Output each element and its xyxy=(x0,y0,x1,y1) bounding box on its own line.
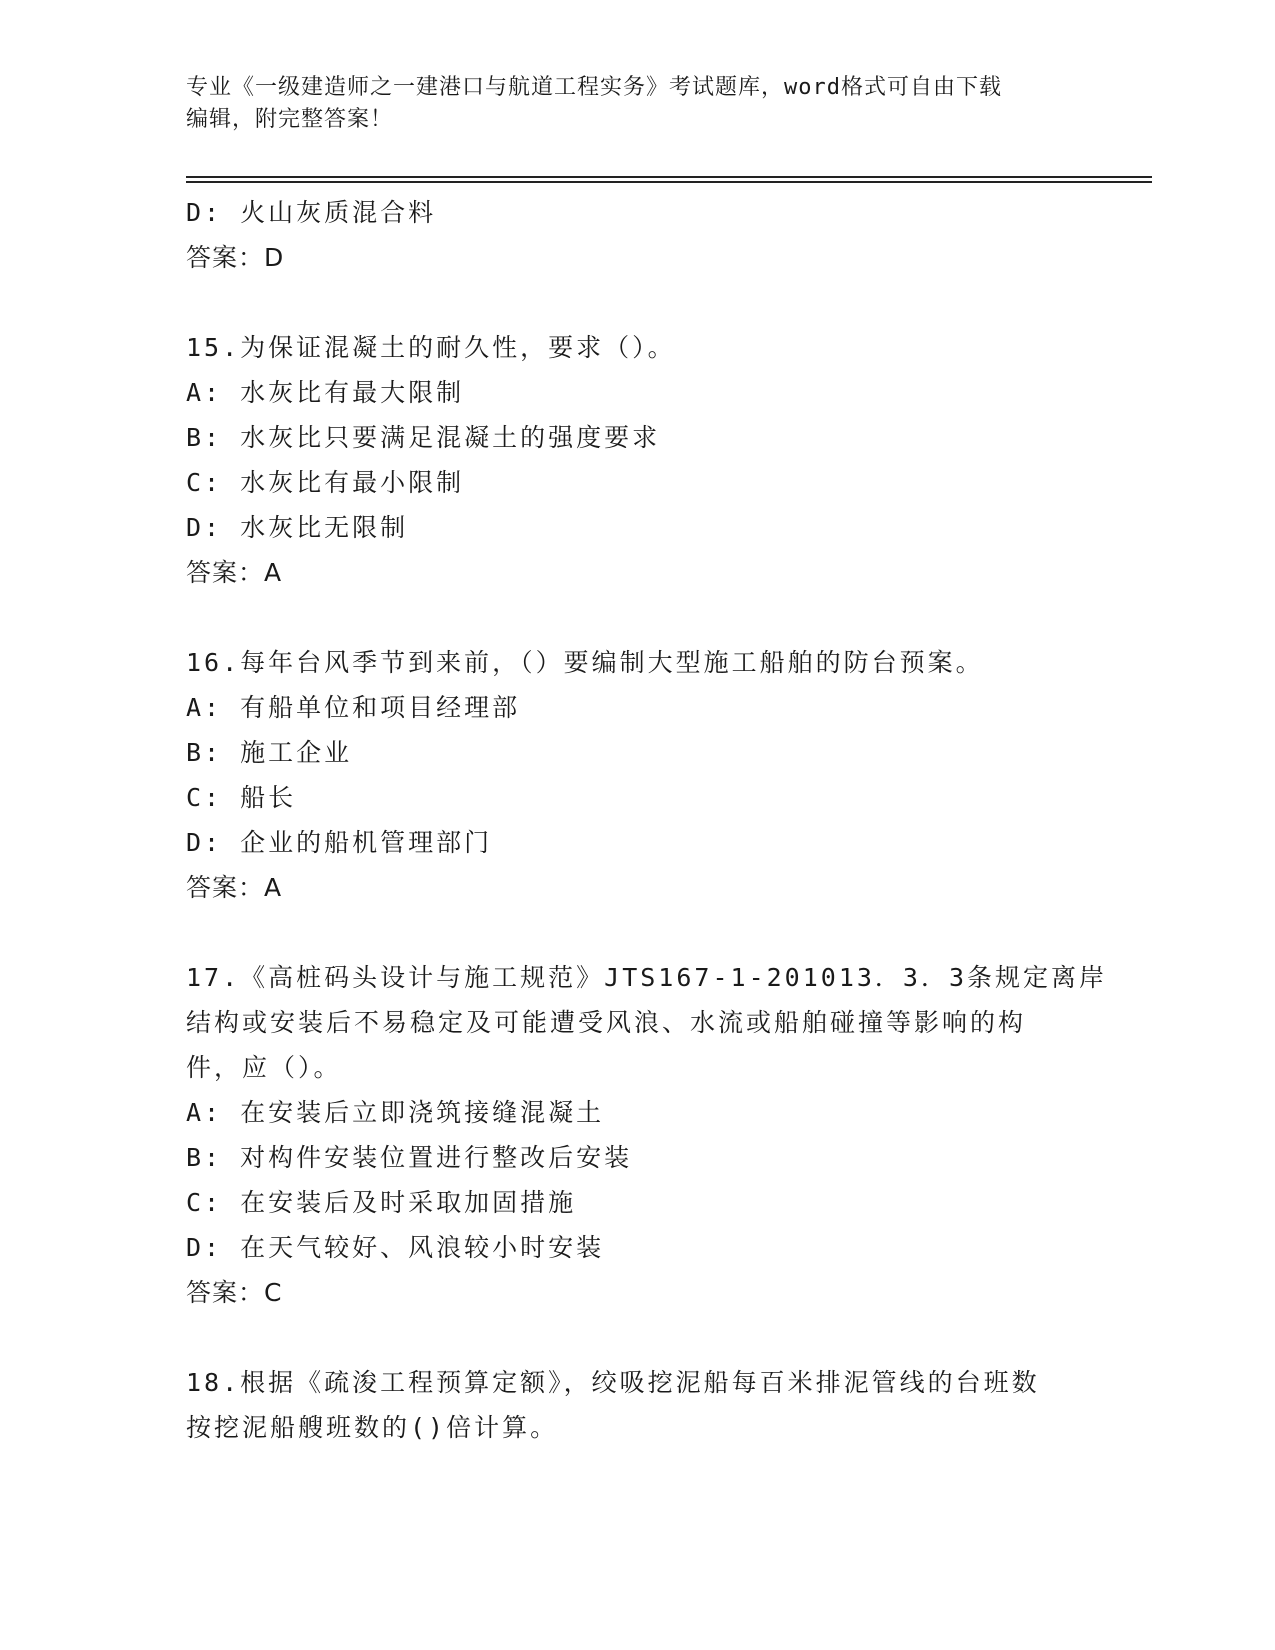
answer: 答案：A xyxy=(186,558,283,587)
option-c: C: 水灰比有最小限制 xyxy=(186,468,465,497)
document-header xyxy=(186,72,1086,136)
question-14 xyxy=(186,190,1086,280)
option-b: B: 对构件安装位置进行整改后安装 xyxy=(186,1143,633,1172)
question-stem: 16.每年台风季节到来前，（）要编制大型施工船舶的防台预案。 xyxy=(186,648,984,677)
question-stem-line-2: 按挖泥船艘班数的()倍计算。 xyxy=(186,1413,559,1442)
option-d: D: 水灰比无限制 xyxy=(186,513,409,542)
option-b: B: 施工企业 xyxy=(186,738,353,767)
spacer xyxy=(186,910,1086,955)
option-a: A: 在安装后立即浇筑接缝混凝土 xyxy=(186,1098,605,1127)
answer: 答案：D xyxy=(186,243,285,272)
question-17 xyxy=(186,955,1108,1315)
question-stem-line-2: 结构或安装后不易稳定及可能遭受风浪、水流或船舶碰撞等影响的构 xyxy=(186,1008,1027,1037)
option-c: C: 船长 xyxy=(186,783,297,812)
answer: 答案：A xyxy=(186,873,283,902)
option-a: A: 水灰比有最大限制 xyxy=(186,378,465,407)
option-d: D: 火山灰质混合料 xyxy=(186,198,437,227)
option-d: D: 在天气较好、风浪较小时安装 xyxy=(186,1233,605,1262)
header-line-1: 专业《一级建造师之一建港口与航道工程实务》考试题库，word格式可自由下载 xyxy=(186,75,1002,100)
question-stem: 15.为保证混凝土的耐久性，要求（）。 xyxy=(186,333,676,362)
spacer xyxy=(186,595,1086,640)
question-stem-line-3: 件，应（）。 xyxy=(186,1053,342,1082)
header-divider-bottom xyxy=(186,181,1152,183)
question-15 xyxy=(186,325,1086,595)
spacer xyxy=(186,1315,1086,1360)
question-stem-line-1: 18.根据《疏浚工程预算定额》，绞吸挖泥船每百米排泥管线的台班数 xyxy=(186,1368,1040,1397)
question-stem-line-1: 17.《高桩码头设计与施工规范》JTS167-1-201013．3．3条规定离岸 xyxy=(186,963,1108,992)
option-a: A: 有船单位和项目经理部 xyxy=(186,693,521,722)
question-16 xyxy=(186,640,1086,910)
header-divider-top xyxy=(186,176,1152,178)
header-line-2: 编辑，附完整答案！ xyxy=(186,107,394,132)
option-d: D: 企业的船机管理部门 xyxy=(186,828,493,857)
spacer xyxy=(186,280,1086,325)
answer: 答案：C xyxy=(186,1278,283,1307)
option-c: C: 在安装后及时采取加固措施 xyxy=(186,1188,577,1217)
question-18 xyxy=(186,1360,1086,1450)
question-list xyxy=(186,190,1108,1450)
option-b: B: 水灰比只要满足混凝土的强度要求 xyxy=(186,423,661,452)
